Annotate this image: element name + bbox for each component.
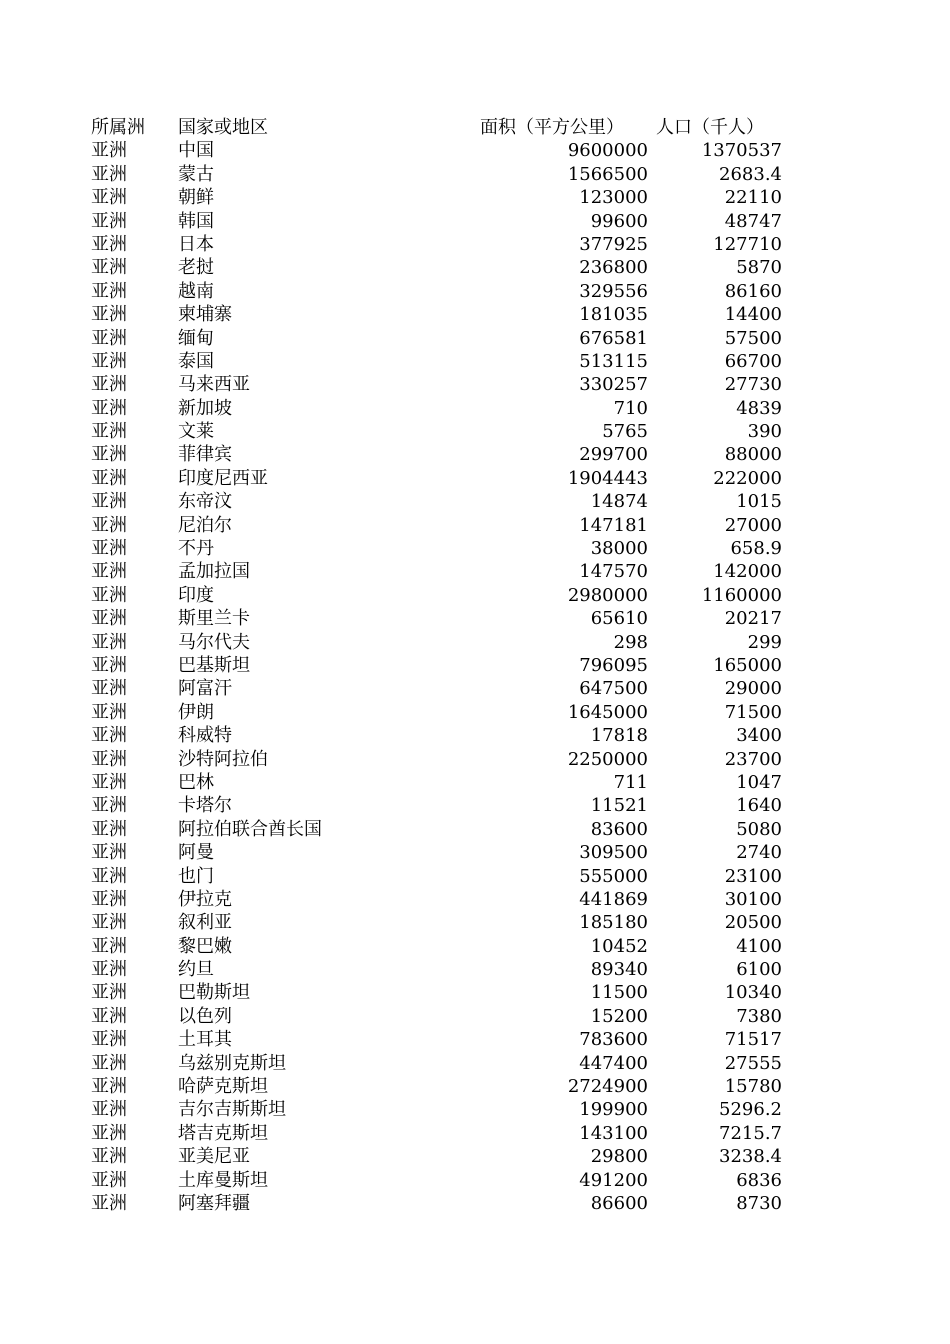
cell-continent: 亚洲 xyxy=(91,959,127,981)
cell-population: 6836 xyxy=(736,1169,782,1191)
cell-country: 印度 xyxy=(178,584,214,606)
table-row xyxy=(0,1169,950,1192)
cell-continent: 亚洲 xyxy=(91,1099,127,1121)
cell-population: 299 xyxy=(747,631,782,653)
cell-continent: 亚洲 xyxy=(91,888,127,910)
cell-area: 555000 xyxy=(579,865,648,887)
cell-country: 巴基斯坦 xyxy=(178,654,250,676)
cell-area: 11500 xyxy=(590,982,648,1004)
cell-area: 143100 xyxy=(579,1122,648,1144)
cell-area: 15200 xyxy=(590,1005,648,1027)
cell-continent: 亚洲 xyxy=(91,748,127,770)
cell-area: 199900 xyxy=(579,1099,648,1121)
cell-continent: 亚洲 xyxy=(91,1052,127,1074)
table-row xyxy=(0,186,950,209)
cell-continent: 亚洲 xyxy=(91,1122,127,1144)
cell-area: 1566500 xyxy=(567,163,648,185)
table-row xyxy=(0,1192,950,1215)
table-row xyxy=(0,911,950,934)
cell-country: 阿塞拜疆 xyxy=(178,1192,250,1214)
cell-area: 1904443 xyxy=(567,467,648,489)
cell-area: 10452 xyxy=(590,935,648,957)
cell-country: 尼泊尔 xyxy=(178,514,232,536)
table-row xyxy=(0,514,950,537)
cell-continent: 亚洲 xyxy=(91,1169,127,1191)
cell-population: 1160000 xyxy=(701,584,782,606)
cell-population: 8730 xyxy=(736,1192,782,1214)
cell-population: 88000 xyxy=(724,444,782,466)
table-row xyxy=(0,397,950,420)
cell-area: 38000 xyxy=(590,538,648,560)
cell-area: 298 xyxy=(613,631,648,653)
table-row xyxy=(0,981,950,1004)
cell-country: 朝鲜 xyxy=(178,187,214,209)
cell-population: 86160 xyxy=(724,280,782,302)
cell-area: 89340 xyxy=(590,959,648,981)
cell-country: 土耳其 xyxy=(178,1029,232,1051)
table-row xyxy=(0,537,950,560)
cell-area: 309500 xyxy=(579,842,648,864)
cell-area: 447400 xyxy=(579,1052,648,1074)
cell-country: 柬埔寨 xyxy=(178,304,232,326)
table-row xyxy=(0,327,950,350)
cell-population: 20217 xyxy=(724,608,782,630)
cell-country: 马尔代夫 xyxy=(178,631,250,653)
cell-country: 泰国 xyxy=(178,350,214,372)
cell-population: 20500 xyxy=(724,912,782,934)
cell-population: 71517 xyxy=(724,1029,782,1051)
cell-continent: 亚洲 xyxy=(91,561,127,583)
cell-population: 27000 xyxy=(724,514,782,536)
cell-population: 2683.4 xyxy=(719,163,782,185)
cell-population: 142000 xyxy=(713,561,782,583)
cell-population: 48747 xyxy=(724,210,782,232)
table-row xyxy=(0,233,950,256)
table-row xyxy=(0,818,950,841)
cell-continent: 亚洲 xyxy=(91,1029,127,1051)
cell-population: 23700 xyxy=(724,748,782,770)
cell-area: 14874 xyxy=(590,491,648,513)
cell-continent: 亚洲 xyxy=(91,678,127,700)
cell-continent: 亚洲 xyxy=(91,725,127,747)
cell-population: 2740 xyxy=(736,842,782,864)
cell-country: 新加坡 xyxy=(178,397,232,419)
cell-continent: 亚洲 xyxy=(91,187,127,209)
cell-country: 蒙古 xyxy=(178,163,214,185)
cell-country: 中国 xyxy=(178,140,214,162)
cell-area: 86600 xyxy=(590,1192,648,1214)
cell-continent: 亚洲 xyxy=(91,935,127,957)
cell-continent: 亚洲 xyxy=(91,1146,127,1168)
cell-continent: 亚洲 xyxy=(91,444,127,466)
cell-area: 29800 xyxy=(590,1146,648,1168)
cell-country: 越南 xyxy=(178,280,214,302)
cell-continent: 亚洲 xyxy=(91,140,127,162)
cell-country: 斯里兰卡 xyxy=(178,608,250,630)
table-row xyxy=(0,303,950,326)
table-row xyxy=(0,210,950,233)
cell-population: 27555 xyxy=(724,1052,782,1074)
cell-area: 647500 xyxy=(579,678,648,700)
cell-population: 127710 xyxy=(713,233,782,255)
table-row xyxy=(0,420,950,443)
table-row xyxy=(0,841,950,864)
table-row xyxy=(0,794,950,817)
cell-continent: 亚洲 xyxy=(91,631,127,653)
cell-population: 71500 xyxy=(724,701,782,723)
cell-area: 5765 xyxy=(602,421,648,443)
cell-population: 7215.7 xyxy=(719,1122,782,1144)
cell-country: 马来西亚 xyxy=(178,374,250,396)
cell-country: 东帝汶 xyxy=(178,491,232,513)
cell-continent: 亚洲 xyxy=(91,304,127,326)
cell-population: 23100 xyxy=(724,865,782,887)
table-row xyxy=(0,701,950,724)
cell-population: 7380 xyxy=(736,1005,782,1027)
cell-country: 塔吉克斯坦 xyxy=(178,1122,268,1144)
cell-continent: 亚洲 xyxy=(91,257,127,279)
cell-country: 伊拉克 xyxy=(178,888,232,910)
cell-continent: 亚洲 xyxy=(91,982,127,1004)
table-row xyxy=(0,280,950,303)
table-row xyxy=(0,373,950,396)
cell-continent: 亚洲 xyxy=(91,771,127,793)
cell-country: 乌兹别克斯坦 xyxy=(178,1052,286,1074)
cell-population: 14400 xyxy=(724,304,782,326)
cell-population: 3400 xyxy=(736,725,782,747)
cell-country: 约旦 xyxy=(178,959,214,981)
cell-population: 165000 xyxy=(713,654,782,676)
cell-area: 17818 xyxy=(590,725,648,747)
cell-area: 2250000 xyxy=(567,748,648,770)
cell-country: 巴勒斯坦 xyxy=(178,982,250,1004)
cell-area: 441869 xyxy=(579,888,648,910)
table-row xyxy=(0,1005,950,1028)
cell-country: 菲律宾 xyxy=(178,444,232,466)
table-row xyxy=(0,771,950,794)
table-row xyxy=(0,888,950,911)
cell-continent: 亚洲 xyxy=(91,1005,127,1027)
cell-area: 2980000 xyxy=(567,584,648,606)
cell-area: 676581 xyxy=(579,327,648,349)
cell-continent: 亚洲 xyxy=(91,701,127,723)
table-row xyxy=(0,490,950,513)
cell-area: 2724900 xyxy=(567,1076,648,1098)
table-row xyxy=(0,631,950,654)
cell-country: 日本 xyxy=(178,233,214,255)
cell-country: 不丹 xyxy=(178,538,214,560)
cell-population: 1370537 xyxy=(701,140,782,162)
cell-continent: 亚洲 xyxy=(91,912,127,934)
cell-population: 6100 xyxy=(736,959,782,981)
cell-country: 缅甸 xyxy=(178,327,214,349)
table-row xyxy=(0,560,950,583)
header-continent: 所属洲 xyxy=(91,117,145,138)
cell-country: 以色列 xyxy=(178,1005,232,1027)
cell-area: 711 xyxy=(613,771,648,793)
cell-area: 377925 xyxy=(579,233,648,255)
cell-country: 哈萨克斯坦 xyxy=(178,1076,268,1098)
table-row xyxy=(0,748,950,771)
cell-area: 1645000 xyxy=(567,701,648,723)
table-row xyxy=(0,958,950,981)
cell-population: 5080 xyxy=(736,818,782,840)
cell-population: 3238.4 xyxy=(719,1146,782,1168)
table-row xyxy=(0,654,950,677)
cell-country: 科威特 xyxy=(178,725,232,747)
cell-continent: 亚洲 xyxy=(91,514,127,536)
cell-country: 韩国 xyxy=(178,210,214,232)
cell-continent: 亚洲 xyxy=(91,327,127,349)
table-row xyxy=(0,584,950,607)
table-row xyxy=(0,1122,950,1145)
table-row xyxy=(0,467,950,490)
cell-area: 783600 xyxy=(579,1029,648,1051)
cell-country: 土库曼斯坦 xyxy=(178,1169,268,1191)
table-row xyxy=(0,935,950,958)
cell-continent: 亚洲 xyxy=(91,350,127,372)
cell-area: 83600 xyxy=(590,818,648,840)
table-row xyxy=(0,163,950,186)
cell-country: 阿富汗 xyxy=(178,678,232,700)
cell-continent: 亚洲 xyxy=(91,608,127,630)
cell-population: 4839 xyxy=(736,397,782,419)
table-body xyxy=(0,139,950,1215)
cell-area: 491200 xyxy=(579,1169,648,1191)
cell-population: 15780 xyxy=(724,1076,782,1098)
cell-continent: 亚洲 xyxy=(91,491,127,513)
cell-continent: 亚洲 xyxy=(91,421,127,443)
cell-country: 巴林 xyxy=(178,771,214,793)
cell-country: 也门 xyxy=(178,865,214,887)
table-row xyxy=(0,724,950,747)
cell-population: 1640 xyxy=(736,795,782,817)
cell-area: 796095 xyxy=(579,654,648,676)
cell-area: 299700 xyxy=(579,444,648,466)
cell-continent: 亚洲 xyxy=(91,467,127,489)
cell-continent: 亚洲 xyxy=(91,818,127,840)
cell-continent: 亚洲 xyxy=(91,538,127,560)
cell-continent: 亚洲 xyxy=(91,163,127,185)
table-row xyxy=(0,1145,950,1168)
header-area: 面积（平方公里） xyxy=(480,117,624,138)
cell-population: 658.9 xyxy=(730,538,782,560)
cell-area: 147181 xyxy=(579,514,648,536)
table-row xyxy=(0,1028,950,1051)
cell-area: 99600 xyxy=(590,210,648,232)
cell-country: 叙利亚 xyxy=(178,912,232,934)
header-country: 国家或地区 xyxy=(178,117,268,138)
cell-area: 11521 xyxy=(590,795,648,817)
cell-country: 沙特阿拉伯 xyxy=(178,748,268,770)
cell-population: 390 xyxy=(747,421,782,443)
cell-country: 亚美尼亚 xyxy=(178,1146,250,1168)
cell-population: 5296.2 xyxy=(719,1099,782,1121)
cell-country: 阿拉伯联合酋长国 xyxy=(178,818,322,840)
cell-area: 185180 xyxy=(579,912,648,934)
table-row xyxy=(0,139,950,162)
cell-continent: 亚洲 xyxy=(91,584,127,606)
cell-continent: 亚洲 xyxy=(91,795,127,817)
table-row xyxy=(0,1075,950,1098)
cell-population: 29000 xyxy=(724,678,782,700)
cell-area: 330257 xyxy=(579,374,648,396)
cell-population: 27730 xyxy=(724,374,782,396)
cell-area: 9600000 xyxy=(567,140,648,162)
cell-population: 66700 xyxy=(724,350,782,372)
table-header-row xyxy=(0,116,950,139)
cell-continent: 亚洲 xyxy=(91,374,127,396)
cell-area: 710 xyxy=(613,397,648,419)
cell-area: 236800 xyxy=(579,257,648,279)
cell-country: 伊朗 xyxy=(178,701,214,723)
cell-population: 57500 xyxy=(724,327,782,349)
table-row xyxy=(0,350,950,373)
cell-country: 吉尔吉斯斯坦 xyxy=(178,1099,286,1121)
cell-continent: 亚洲 xyxy=(91,1192,127,1214)
cell-continent: 亚洲 xyxy=(91,654,127,676)
cell-country: 印度尼西亚 xyxy=(178,467,268,489)
cell-population: 1015 xyxy=(736,491,782,513)
cell-population: 1047 xyxy=(736,771,782,793)
cell-area: 181035 xyxy=(579,304,648,326)
cell-area: 147570 xyxy=(579,561,648,583)
cell-country: 孟加拉国 xyxy=(178,561,250,583)
cell-area: 65610 xyxy=(590,608,648,630)
header-population: 人口（千人） xyxy=(656,117,764,138)
cell-continent: 亚洲 xyxy=(91,842,127,864)
cell-area: 329556 xyxy=(579,280,648,302)
cell-continent: 亚洲 xyxy=(91,280,127,302)
cell-country: 阿曼 xyxy=(178,842,214,864)
spreadsheet-table xyxy=(0,116,950,1215)
table-row xyxy=(0,1052,950,1075)
cell-population: 30100 xyxy=(724,888,782,910)
cell-population: 22110 xyxy=(724,187,782,209)
cell-country: 文莱 xyxy=(178,421,214,443)
cell-continent: 亚洲 xyxy=(91,233,127,255)
table-row xyxy=(0,607,950,630)
cell-continent: 亚洲 xyxy=(91,210,127,232)
cell-country: 老挝 xyxy=(178,257,214,279)
cell-continent: 亚洲 xyxy=(91,1076,127,1098)
cell-population: 4100 xyxy=(736,935,782,957)
cell-continent: 亚洲 xyxy=(91,397,127,419)
cell-area: 513115 xyxy=(579,350,648,372)
table-row xyxy=(0,443,950,466)
cell-population: 10340 xyxy=(724,982,782,1004)
table-row xyxy=(0,677,950,700)
table-row xyxy=(0,256,950,279)
table-row xyxy=(0,865,950,888)
cell-country: 卡塔尔 xyxy=(178,795,232,817)
cell-area: 123000 xyxy=(579,187,648,209)
table-row xyxy=(0,1098,950,1121)
cell-population: 222000 xyxy=(713,467,782,489)
cell-country: 黎巴嫩 xyxy=(178,935,232,957)
cell-population: 5870 xyxy=(736,257,782,279)
cell-continent: 亚洲 xyxy=(91,865,127,887)
